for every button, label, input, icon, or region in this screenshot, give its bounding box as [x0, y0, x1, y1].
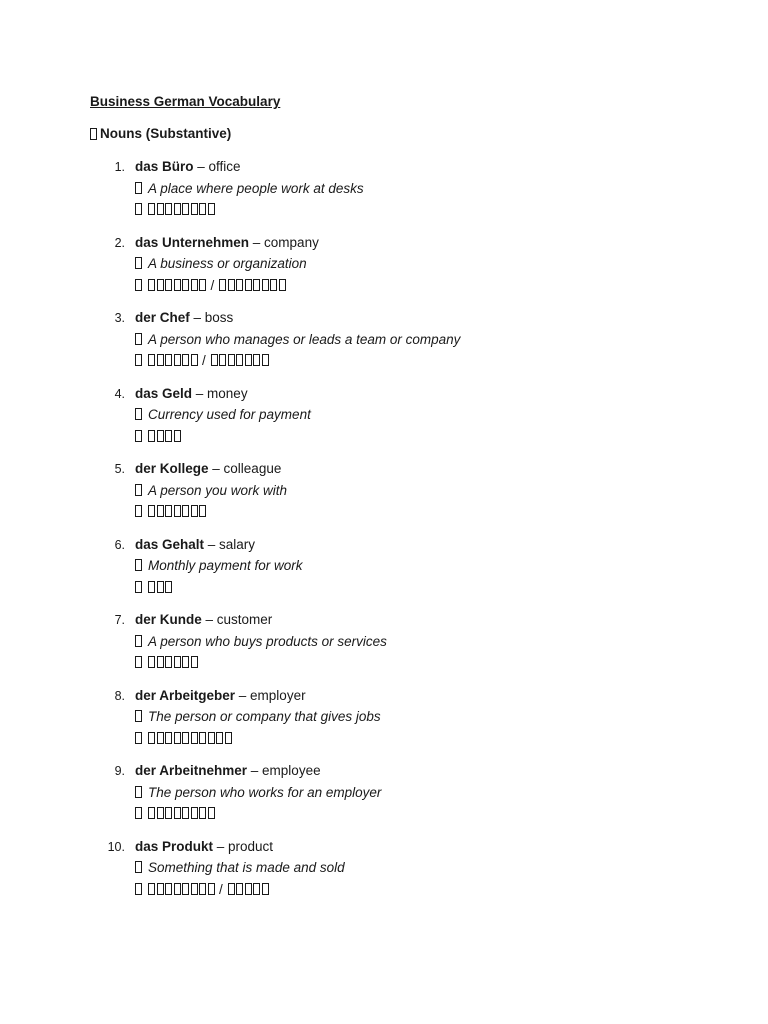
missing-glyph-icon: [135, 807, 142, 819]
definition-line: [135, 706, 690, 728]
missing-glyph-icon: [199, 203, 206, 215]
german-term: der Kunde: [135, 612, 202, 627]
english-translation: product: [228, 838, 274, 854]
english-translation: boss: [204, 310, 234, 325]
item-number: 7.: [114, 613, 125, 627]
missing-glyph-icon: [191, 203, 198, 215]
definition-text: A business or organization: [148, 256, 307, 271]
emoji-glyph-missing-icon: [90, 128, 97, 140]
missing-glyph-icon: [191, 732, 198, 744]
definition-line: [135, 857, 690, 879]
missing-glyph-icon: [245, 883, 252, 895]
slash-separator: /: [210, 277, 215, 293]
vocab-item: [90, 156, 690, 221]
dash-separator: –: [235, 687, 251, 703]
missing-glyph-icon: [182, 807, 189, 819]
missing-glyph-icon: [135, 203, 142, 215]
missing-glyph-icon: [135, 732, 142, 744]
document-title: Business German Vocabulary: [90, 94, 281, 109]
missing-glyph-icon: [182, 505, 189, 517]
missing-glyph-icon: [157, 505, 164, 517]
missing-glyph-icon: [135, 505, 142, 517]
missing-glyph-icon: [211, 354, 218, 366]
slash-separator: /: [202, 353, 206, 368]
definition-text: Currency used for payment: [148, 407, 311, 422]
german-term: der Kollege: [135, 461, 209, 476]
german-term: das Produkt: [135, 838, 214, 854]
definition-text: A person you work with: [148, 482, 288, 498]
missing-glyph-icon: [199, 883, 206, 895]
native-translation-line: [135, 879, 690, 901]
missing-glyph-icon: [135, 333, 142, 345]
missing-glyph-icon: [191, 505, 198, 517]
missing-glyph-icon: [216, 732, 223, 744]
missing-glyph-icon: [191, 354, 198, 366]
definition-text: Monthly payment for work: [148, 558, 303, 573]
missing-glyph-icon: [228, 354, 235, 366]
missing-glyph-icon: [157, 732, 164, 744]
vocab-term-line: [135, 836, 690, 858]
missing-glyph-icon: [157, 354, 164, 366]
vocab-item: [90, 534, 690, 599]
missing-glyph-icon: [262, 354, 269, 366]
item-number: 3.: [114, 311, 125, 325]
english-translation: employer: [250, 687, 306, 703]
vocab-item: [90, 760, 690, 825]
missing-glyph-icon: [135, 861, 142, 873]
missing-glyph-icon: [157, 430, 164, 442]
missing-glyph-icon: [148, 279, 155, 291]
missing-glyph-icon: [174, 656, 181, 668]
missing-glyph-icon: [135, 354, 142, 366]
vocab-item: [90, 383, 690, 448]
missing-glyph-icon: [148, 581, 155, 593]
vocab-term-line: [135, 760, 690, 782]
document-page: [90, 93, 690, 911]
missing-glyph-icon: [199, 279, 206, 291]
missing-glyph-icon: [174, 505, 181, 517]
english-translation: customer: [216, 612, 273, 627]
missing-glyph-icon: [148, 505, 155, 517]
definition-line: [135, 178, 690, 200]
item-number: 5.: [114, 462, 125, 476]
missing-glyph-icon: [262, 279, 269, 291]
item-number: 1.: [114, 160, 125, 174]
missing-glyph-icon: [208, 883, 215, 895]
vocab-term-line: [135, 383, 690, 405]
missing-glyph-icon: [174, 203, 181, 215]
vocab-term-line: [135, 534, 690, 556]
german-term: das Büro: [135, 159, 194, 174]
native-translation-line: [135, 350, 690, 372]
native-translation-line: [135, 501, 690, 523]
vocab-term-line: [135, 458, 690, 480]
definition-text: A place where people work at desks: [148, 180, 364, 196]
missing-glyph-icon: [157, 581, 164, 593]
missing-glyph-icon: [228, 883, 235, 895]
missing-glyph-icon: [219, 279, 226, 291]
vocab-item: [90, 307, 690, 372]
vocab-item: [90, 609, 690, 674]
missing-glyph-icon: [245, 354, 252, 366]
missing-glyph-icon: [165, 656, 172, 668]
missing-glyph-icon: [135, 656, 142, 668]
vocab-term-line: [135, 307, 690, 329]
missing-glyph-icon: [182, 656, 189, 668]
missing-glyph-icon: [279, 279, 286, 291]
missing-glyph-icon: [148, 203, 155, 215]
missing-glyph-icon: [165, 505, 172, 517]
vocab-term-line: [135, 685, 690, 707]
missing-glyph-icon: [219, 354, 226, 366]
vocab-term-line: [135, 609, 690, 631]
item-number: 8.: [114, 688, 125, 703]
missing-glyph-icon: [157, 203, 164, 215]
missing-glyph-icon: [208, 732, 215, 744]
missing-glyph-icon: [208, 203, 215, 215]
english-translation: colleague: [223, 461, 282, 476]
missing-glyph-icon: [135, 786, 142, 798]
german-term: der Arbeitgeber: [135, 687, 236, 703]
english-translation: salary: [219, 536, 256, 552]
missing-glyph-icon: [148, 656, 155, 668]
item-number: 4.: [114, 386, 125, 401]
missing-glyph-icon: [135, 581, 142, 593]
vocab-item: [90, 232, 690, 297]
missing-glyph-icon: [228, 279, 235, 291]
missing-glyph-icon: [199, 505, 206, 517]
dash-separator: –: [192, 385, 208, 401]
dash-separator: –: [208, 461, 224, 476]
vocab-term-line: [135, 156, 690, 178]
missing-glyph-icon: [174, 732, 181, 744]
missing-glyph-icon: [262, 883, 269, 895]
native-translation-line: [135, 275, 690, 297]
missing-glyph-icon: [253, 354, 260, 366]
missing-glyph-icon: [191, 883, 198, 895]
missing-glyph-icon: [165, 203, 172, 215]
item-number: 6.: [114, 537, 125, 552]
definition-line: [135, 782, 690, 804]
missing-glyph-icon: [199, 807, 206, 819]
missing-glyph-icon: [135, 559, 142, 571]
item-number: 2.: [114, 235, 125, 250]
missing-glyph-icon: [236, 883, 243, 895]
missing-glyph-icon: [182, 732, 189, 744]
definition-line: [135, 555, 690, 577]
missing-glyph-icon: [174, 807, 181, 819]
missing-glyph-icon: [165, 581, 172, 593]
missing-glyph-icon: [157, 279, 164, 291]
missing-glyph-icon: [270, 279, 277, 291]
english-translation: office: [208, 159, 241, 174]
missing-glyph-icon: [135, 182, 142, 194]
dash-separator: –: [213, 838, 229, 854]
missing-glyph-icon: [174, 354, 181, 366]
missing-glyph-icon: [191, 807, 198, 819]
missing-glyph-icon: [182, 883, 189, 895]
missing-glyph-icon: [191, 656, 198, 668]
definition-text: A person who manages or leads a team or company: [148, 331, 461, 347]
native-translation-line: [135, 199, 690, 221]
missing-glyph-icon: [165, 807, 172, 819]
missing-glyph-icon: [174, 430, 181, 442]
missing-glyph-icon: [208, 807, 215, 819]
missing-glyph-icon: [148, 883, 155, 895]
slash-separator: /: [219, 881, 223, 897]
vocab-item: [90, 458, 690, 523]
definition-line: [135, 631, 690, 653]
missing-glyph-icon: [236, 279, 243, 291]
dash-separator: –: [247, 763, 263, 778]
missing-glyph-icon: [148, 430, 155, 442]
missing-glyph-icon: [253, 279, 260, 291]
missing-glyph-icon: [182, 279, 189, 291]
missing-glyph-icon: [236, 354, 243, 366]
dash-separator: –: [204, 536, 220, 552]
vocab-term-line: [135, 232, 690, 254]
missing-glyph-icon: [148, 732, 155, 744]
definition-line: [135, 253, 690, 275]
missing-glyph-icon: [225, 732, 232, 744]
german-term: das Gehalt: [135, 536, 205, 552]
missing-glyph-icon: [148, 354, 155, 366]
missing-glyph-icon: [135, 408, 142, 420]
definition-line: [135, 329, 690, 351]
missing-glyph-icon: [135, 257, 142, 269]
vocab-item: [90, 685, 690, 750]
german-term: das Geld: [135, 385, 193, 401]
missing-glyph-icon: [174, 883, 181, 895]
dash-separator: –: [249, 234, 265, 250]
dash-separator: –: [193, 159, 209, 174]
item-number: 9.: [114, 764, 125, 778]
definition-line: [135, 404, 690, 426]
missing-glyph-icon: [135, 710, 142, 722]
missing-glyph-icon: [182, 203, 189, 215]
definition-text: Something that is made and sold: [148, 860, 345, 875]
native-translation-line: [135, 426, 690, 448]
definition-line: [135, 480, 690, 502]
vocab-item: [90, 836, 690, 901]
native-translation-line: [135, 652, 690, 674]
section-heading: [90, 125, 690, 143]
missing-glyph-icon: [165, 430, 172, 442]
dash-separator: –: [201, 612, 217, 627]
dash-separator: –: [189, 310, 205, 325]
missing-glyph-icon: [148, 807, 155, 819]
missing-glyph-icon: [182, 354, 189, 366]
native-translation-line: [135, 728, 690, 750]
definition-text: A person who buys products or services: [148, 633, 387, 649]
section-heading-text: Nouns (Substantive): [100, 126, 232, 141]
english-translation: employee: [262, 763, 321, 778]
missing-glyph-icon: [174, 279, 181, 291]
missing-glyph-icon: [135, 883, 142, 895]
definition-text: The person who works for an employer: [148, 784, 382, 800]
missing-glyph-icon: [199, 732, 206, 744]
missing-glyph-icon: [135, 484, 142, 496]
missing-glyph-icon: [245, 279, 252, 291]
german-term: der Arbeitnehmer: [135, 763, 248, 778]
english-translation: company: [264, 234, 319, 250]
native-translation-line: [135, 577, 690, 599]
english-translation: money: [207, 385, 248, 401]
missing-glyph-icon: [135, 635, 142, 647]
german-term: der Chef: [135, 310, 190, 325]
vocabulary-list: [90, 156, 690, 900]
german-term: das Unternehmen: [135, 234, 250, 250]
native-translation-line: [135, 803, 690, 825]
missing-glyph-icon: [191, 279, 198, 291]
missing-glyph-icon: [253, 883, 260, 895]
missing-glyph-icon: [165, 279, 172, 291]
missing-glyph-icon: [165, 354, 172, 366]
missing-glyph-icon: [165, 732, 172, 744]
missing-glyph-icon: [135, 430, 142, 442]
item-number: 10.: [107, 839, 125, 854]
missing-glyph-icon: [165, 883, 172, 895]
missing-glyph-icon: [157, 883, 164, 895]
missing-glyph-icon: [157, 807, 164, 819]
missing-glyph-icon: [157, 656, 164, 668]
definition-text: The person or company that gives jobs: [148, 709, 381, 724]
missing-glyph-icon: [135, 279, 142, 291]
